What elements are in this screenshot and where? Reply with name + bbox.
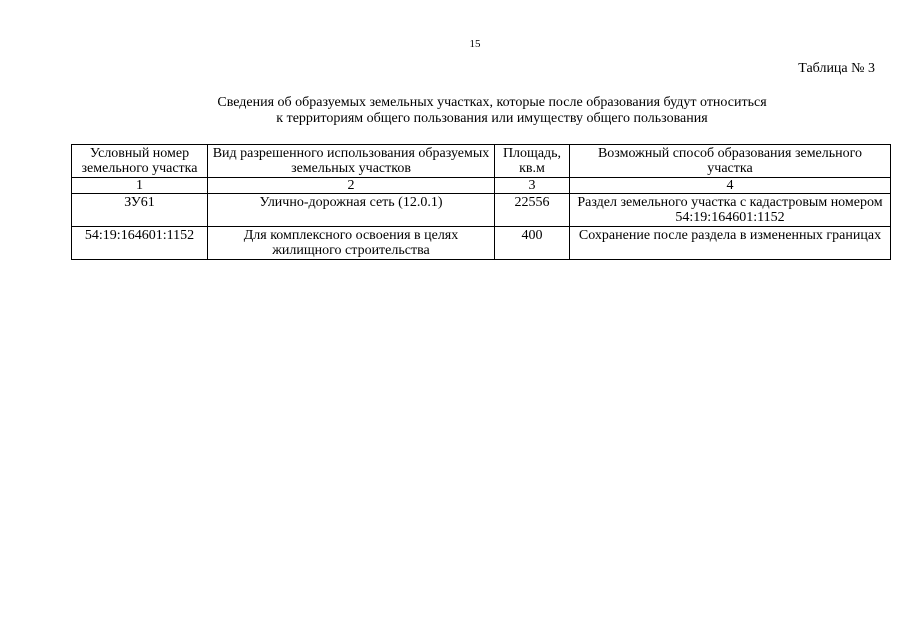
column-number: 2 <box>208 178 495 194</box>
caption-line-2: к территориям общего пользования или имуществу общего пользования <box>276 111 708 126</box>
cell-permitted-use: Улично-дорожная сеть (12.0.1) <box>208 194 495 227</box>
table-label: Таблица № 3 <box>798 61 875 76</box>
cell-formation-method: Сохранение после раздела в измененных границах <box>570 227 891 260</box>
caption-line-1: Сведения об образуемых земельных участках, которые после образования будут относиться <box>217 95 767 110</box>
land-plots-table <box>71 144 891 260</box>
cell-formation-method: Раздел земельного участка с кадастровым номером 54:19:164601:1152 <box>570 194 891 227</box>
column-number-row <box>72 178 891 194</box>
page-number: 15 <box>469 38 481 50</box>
column-number: 4 <box>570 178 891 194</box>
cell-permitted-use: Для комплексного освоения в целях жилищного строительства <box>208 227 495 260</box>
table-header-row <box>72 145 891 178</box>
header-permitted-use: Вид разрешенного использования образуемых земельных участков <box>208 145 495 178</box>
header-plot-number: Условный номер земельного участка <box>72 145 208 178</box>
table-row <box>72 194 891 227</box>
column-number: 1 <box>72 178 208 194</box>
table-caption <box>38 95 905 127</box>
table-row <box>72 227 891 260</box>
cell-plot-number: 54:19:164601:1152 <box>72 227 208 260</box>
header-formation-method: Возможный способ образования земельного участка <box>570 145 891 178</box>
cell-area: 400 <box>495 227 570 260</box>
cell-plot-number: ЗУ61 <box>72 194 208 227</box>
cell-area: 22556 <box>495 194 570 227</box>
header-area: Площадь, кв.м <box>495 145 570 178</box>
column-number: 3 <box>495 178 570 194</box>
